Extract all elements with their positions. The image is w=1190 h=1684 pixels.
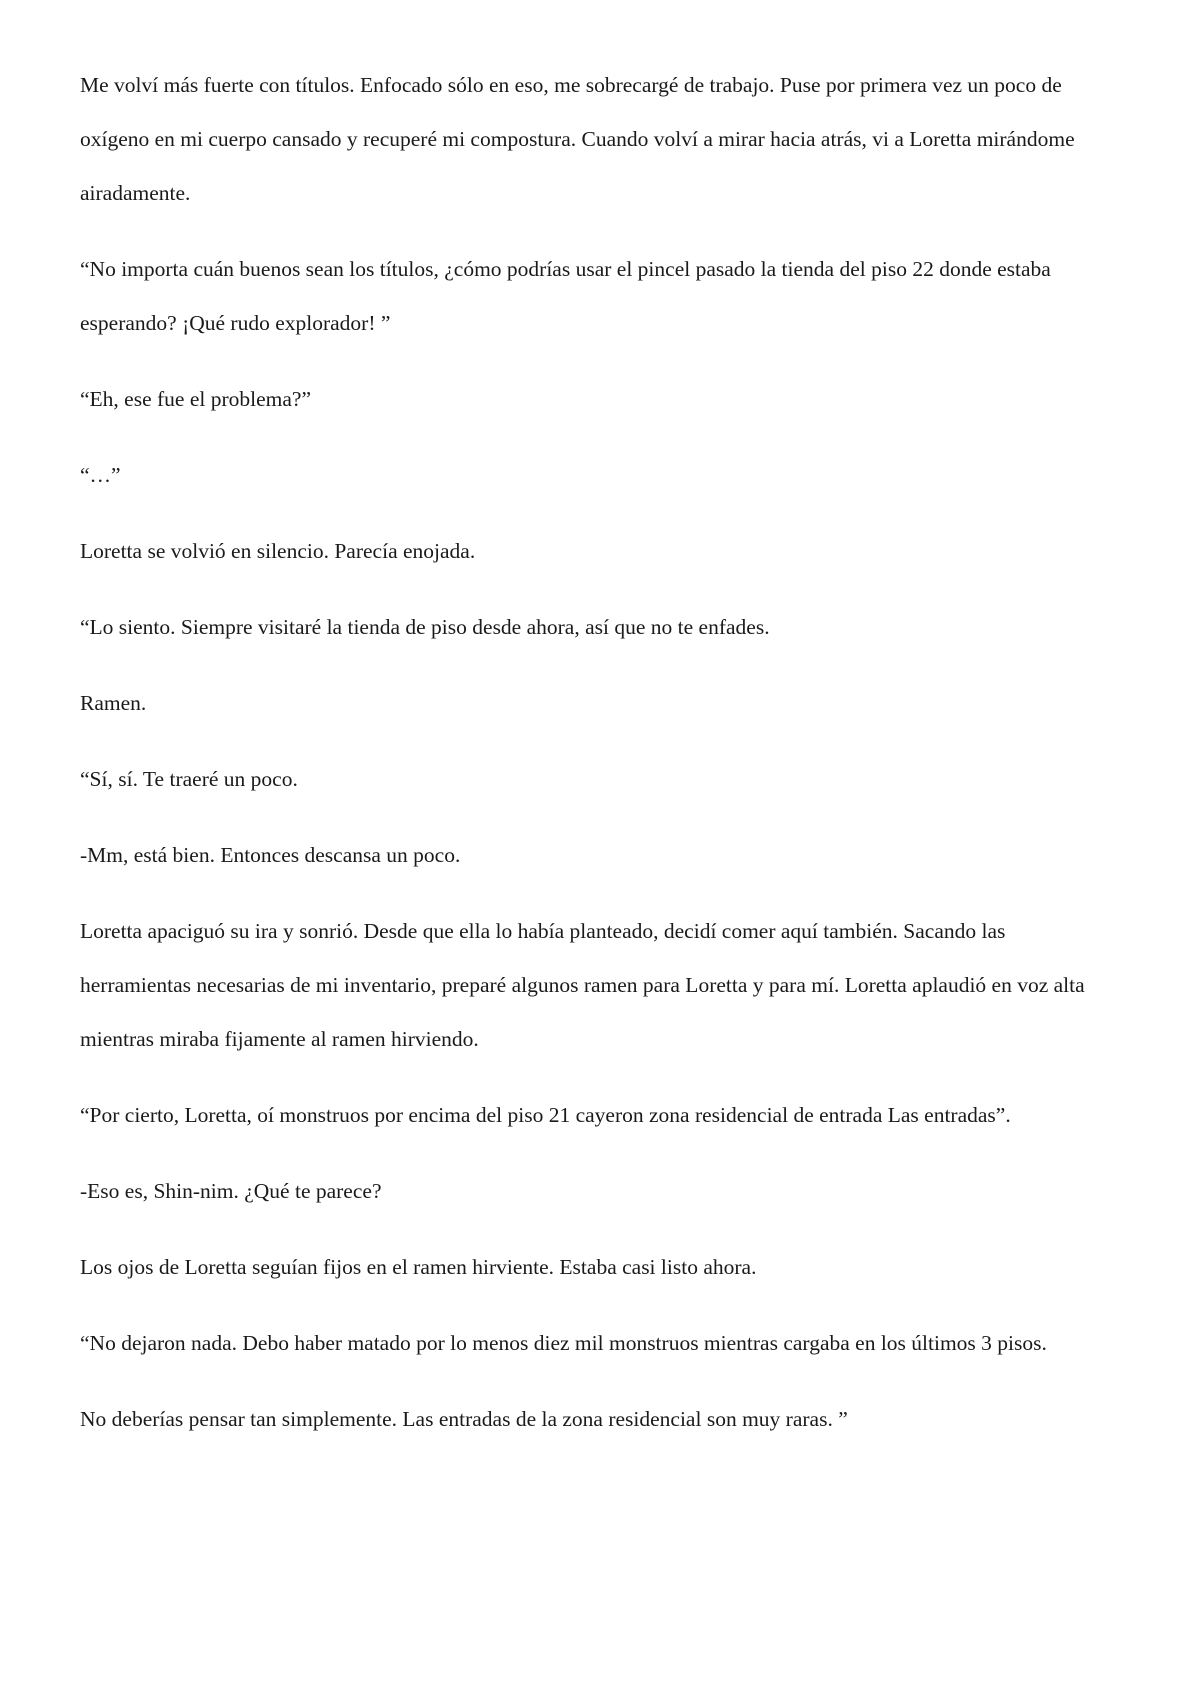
- paragraph: No deberías pensar tan simplemente. Las entradas de la zona residencial son muy raras. ”: [80, 1407, 848, 1431]
- paragraph: Loretta apaciguó su ira y sonrió. Desde que ella lo había planteado, decidí comer aquí también. Sacando las herramientas necesarias de mi inventario, preparé algunos ramen para Loretta y para mí. Loretta aplaudió en voz alta mientras miraba fijamente al ramen hirviendo.: [80, 919, 1085, 1051]
- paragraph: Ramen.: [80, 691, 147, 715]
- paragraph: Loretta se volvió en silencio. Parecía enojada.: [80, 539, 476, 563]
- paragraph: “…”: [80, 463, 121, 487]
- paragraph: “Lo siento. Siempre visitaré la tienda de piso desde ahora, así que no te enfades.: [80, 615, 770, 639]
- paragraph: “Sí, sí. Te traeré un poco.: [80, 767, 298, 791]
- paragraph: Los ojos de Loretta seguían fijos en el ramen hirviente. Estaba casi listo ahora.: [80, 1255, 757, 1279]
- paragraph: “Por cierto, Loretta, oí monstruos por encima del piso 21 cayeron zona residencial de entrada Las entradas”.: [80, 1103, 1011, 1127]
- paragraph: -Mm, está bien. Entonces descansa un poco.: [80, 843, 461, 867]
- paragraph: “No dejaron nada. Debo haber matado por lo menos diez mil monstruos mientras cargaba en los últimos 3 pisos.: [80, 1331, 1047, 1355]
- paragraph: “No importa cuán buenos sean los títulos, ¿cómo podrías usar el pincel pasado la tienda del piso 22 donde estaba esperando? ¡Qué rudo explorador! ”: [80, 257, 1051, 335]
- paragraph: Me volví más fuerte con títulos. Enfocado sólo en eso, me sobrecargé de trabajo. Puse por primera vez un poco de oxígeno en mi cuerpo cansado y recuperé mi compostura. Cuando volví a mirar hacia atrás, vi a Loretta mirándome airadamente.: [80, 73, 1075, 205]
- document-page: [80, 58, 1120, 1468]
- paragraph: -Eso es, Shin-nim. ¿Qué te parece?: [80, 1179, 382, 1203]
- paragraph: “Eh, ese fue el problema?”: [80, 387, 311, 411]
